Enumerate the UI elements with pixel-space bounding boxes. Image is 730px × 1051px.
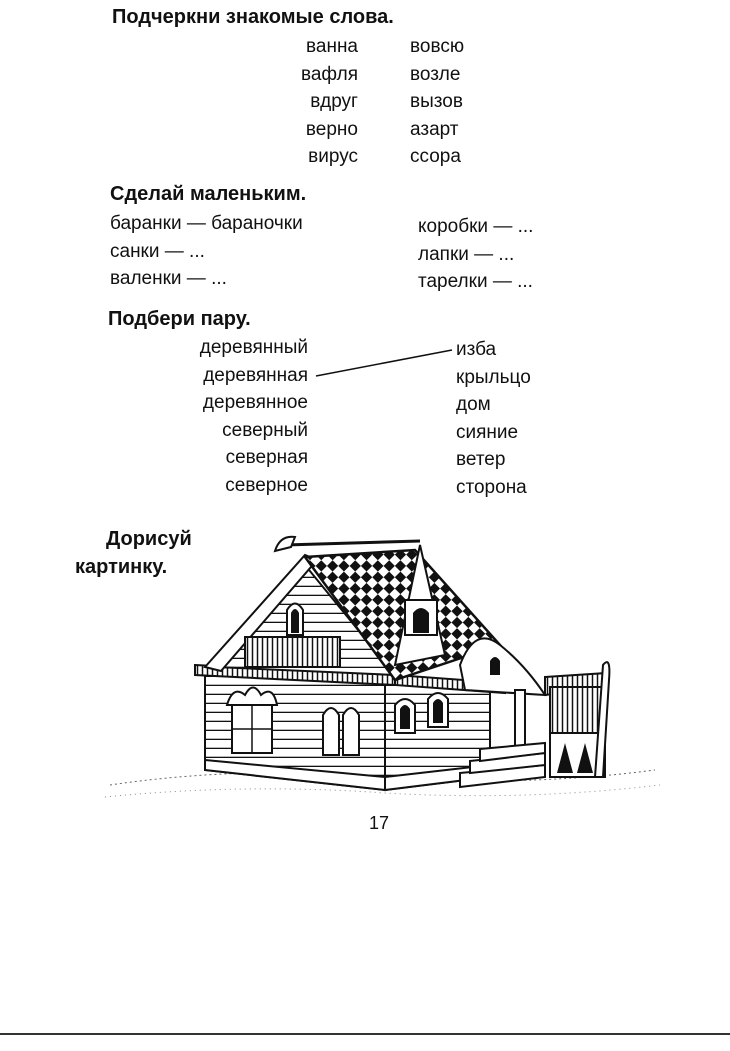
noun-item[interactable]: изба [456,339,497,360]
adjective-item[interactable]: деревянное [202,392,308,413]
diminutive-item[interactable]: баранки — бараночки [110,213,303,234]
section4-title-line1: Дорисуй [106,528,192,550]
noun-item[interactable]: ветер [456,449,506,470]
page-number: 17 [369,813,390,833]
noun-item[interactable]: сияние [456,421,519,443]
diminutive-item[interactable]: санки — ... [110,240,205,262]
noun-item[interactable]: сторона [456,476,527,498]
adjective-item[interactable]: деревянный [199,337,308,358]
diminutive-item[interactable]: коробки — ... [418,216,534,237]
page-edge-line [0,1033,730,1035]
word-item[interactable]: ванна [306,36,358,57]
word-item[interactable]: азарт [410,118,459,140]
adjective-item[interactable]: северный [222,419,308,441]
word-item[interactable]: возле [410,63,461,85]
diminutive-item[interactable]: валенки — ... [110,268,227,289]
word-item[interactable]: вовсю [410,36,465,57]
word-item[interactable]: вафля [300,63,358,85]
section4-title-line2: картинку. [75,556,168,578]
section3-title: Подбери пару. [108,308,251,330]
diminutive-item[interactable]: лапки — ... [418,243,515,265]
adjective-item[interactable]: деревянная [203,364,308,386]
section2-title: Сделай маленьким. [110,183,307,205]
word-item[interactable]: ссора [410,146,461,167]
adjective-item[interactable]: северное [225,474,308,496]
noun-item[interactable]: крыльцо [456,366,531,388]
section1-title: Подчеркни знакомые слова. [112,6,394,28]
matching-line [0,0,730,400]
word-item[interactable]: верно [305,118,358,140]
word-item[interactable]: вызов [410,91,463,112]
house-illustration[interactable] [95,515,665,810]
diminutive-item[interactable]: тарелки — ... [418,271,533,292]
noun-item[interactable]: дом [456,394,491,415]
word-item[interactable]: вирус [308,146,358,167]
word-item[interactable]: вдруг [310,91,358,112]
adjective-item[interactable]: северная [225,447,308,468]
